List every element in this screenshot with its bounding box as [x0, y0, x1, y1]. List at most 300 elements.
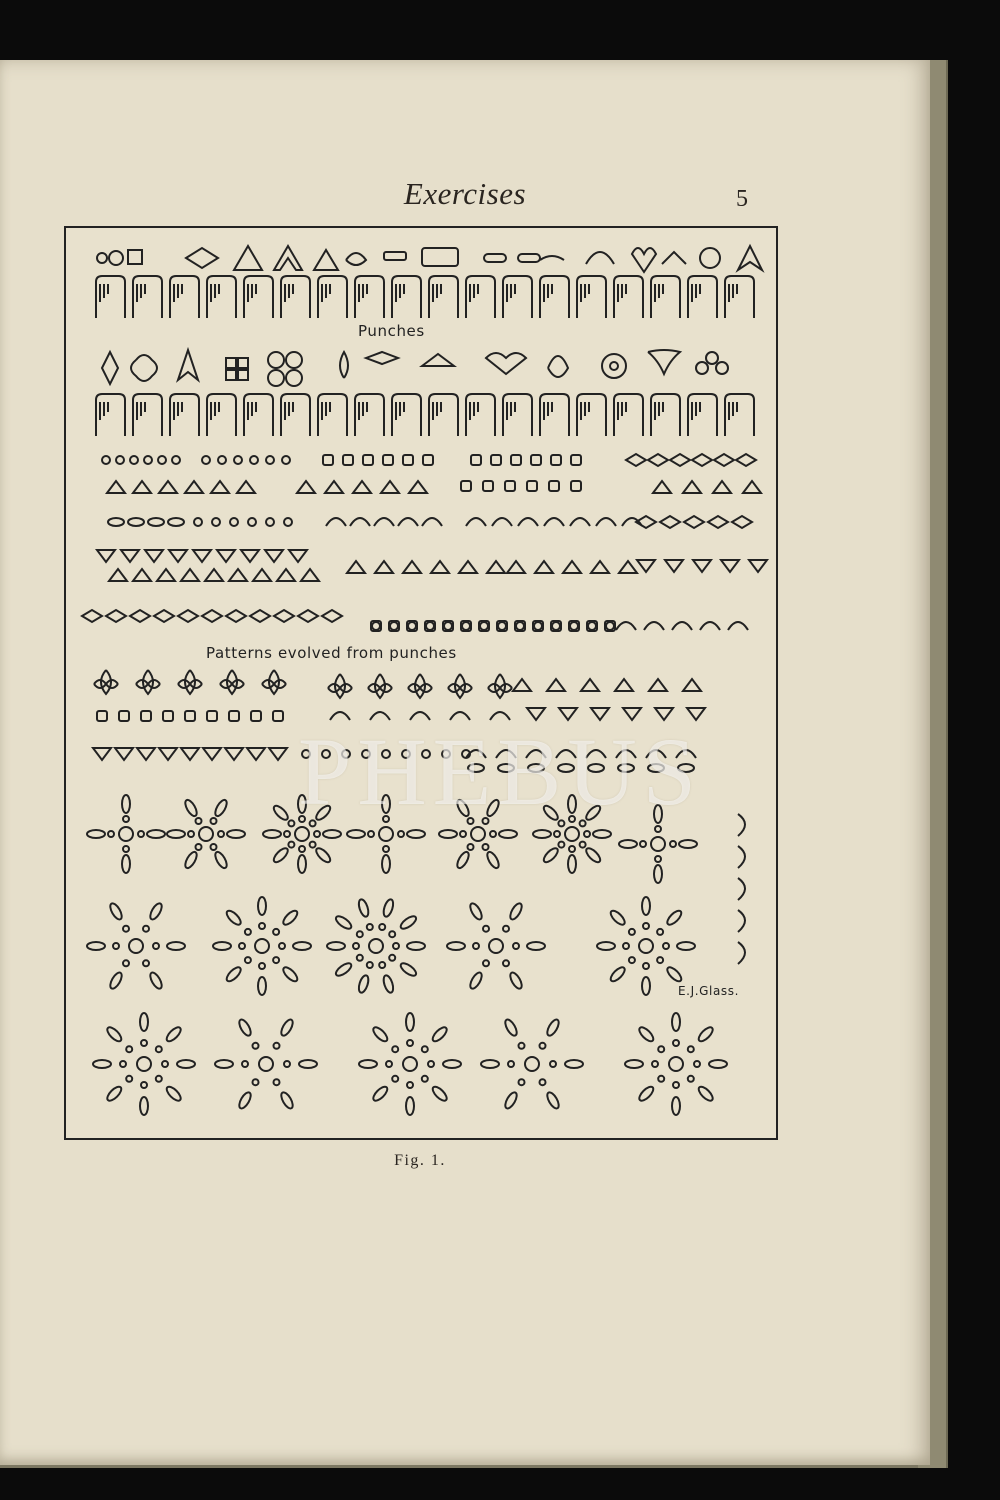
border-triangle	[205, 569, 223, 581]
border-dot	[534, 622, 542, 630]
rosette-dot	[141, 1040, 147, 1046]
rosette-dot	[422, 1046, 428, 1052]
rosette-petal	[108, 902, 124, 922]
border-inverted-triangle	[693, 560, 711, 572]
rosette-dot	[108, 831, 114, 837]
crescent-chain	[738, 846, 745, 868]
border-triangle	[563, 561, 581, 573]
pattern-fleur	[227, 670, 237, 694]
border-inverted-triangle	[721, 560, 739, 572]
punch-fleur	[548, 356, 568, 377]
rosette-center	[369, 939, 383, 953]
rosette-petal	[406, 1013, 414, 1031]
rosette-petal	[215, 1060, 233, 1068]
rosette-dot	[663, 943, 669, 949]
border-dot	[102, 456, 110, 464]
rosette-petal	[545, 1091, 561, 1111]
punch-heart	[632, 248, 656, 272]
border-dot	[130, 456, 138, 464]
rosette-petal	[213, 850, 229, 870]
border-square	[461, 481, 471, 491]
border-square	[527, 481, 537, 491]
rosette-petal	[148, 902, 164, 922]
punch-tulip	[648, 350, 680, 374]
punch-star	[366, 352, 398, 364]
border-dot	[250, 456, 258, 464]
rosette-petal	[443, 1060, 461, 1068]
rosette-petal	[468, 971, 484, 991]
rosette-dot	[120, 1061, 126, 1067]
rosette-dot	[468, 844, 474, 850]
rosette-petal	[87, 942, 105, 950]
border-diamond	[82, 610, 102, 622]
rosette-dot	[379, 924, 385, 930]
border-square	[363, 455, 373, 465]
rosette-petal	[108, 971, 124, 991]
rosette-petal	[167, 830, 185, 838]
rosette-petal	[165, 1025, 183, 1043]
rosette-dot	[253, 1043, 259, 1049]
rosette-dot	[655, 856, 661, 862]
border-square	[511, 455, 521, 465]
border-arch	[492, 518, 512, 526]
border-dot	[552, 622, 560, 630]
rosette-petal	[298, 855, 306, 873]
rosette-dot	[503, 960, 509, 966]
rosette-petal	[272, 846, 290, 864]
punch-square	[128, 250, 142, 264]
punch-diamond	[186, 248, 218, 268]
border-arch	[398, 518, 418, 526]
rosette-petal	[279, 1091, 295, 1111]
rosette-dot	[389, 931, 395, 937]
rosette-petal	[359, 1060, 377, 1068]
rosette-dot	[368, 831, 374, 837]
border-arch	[374, 518, 394, 526]
border-oval	[108, 518, 124, 526]
rosette-dot	[643, 923, 649, 929]
rosette-dot	[288, 842, 294, 848]
rosette-center	[119, 827, 133, 841]
border-triangle	[325, 481, 343, 493]
rosette-dot	[407, 1040, 413, 1046]
rosette-petal	[357, 974, 370, 994]
rosette-petal	[697, 1085, 715, 1103]
border-dot	[202, 456, 210, 464]
rosette-dot	[389, 955, 395, 961]
rosette-dot	[580, 842, 586, 848]
border-dot	[248, 518, 256, 526]
rosette-petal	[407, 830, 425, 838]
crescent-chain	[738, 910, 745, 932]
rosette-petal	[642, 897, 650, 915]
rosette-petal	[237, 1091, 253, 1111]
rosette-dot	[584, 831, 590, 837]
rosette-petal	[334, 914, 353, 931]
rosette-center	[137, 1057, 151, 1071]
border-triangle	[109, 569, 127, 581]
border-inverted-triangle	[749, 560, 767, 572]
rosette-center	[129, 939, 143, 953]
punch-arch	[586, 252, 614, 264]
rosette-dot	[123, 960, 129, 966]
punch-trefoil	[716, 362, 728, 374]
rosette-dot	[694, 1061, 700, 1067]
border-triangle	[431, 561, 449, 573]
rosette-center	[669, 1057, 683, 1071]
rosette-dot	[554, 831, 560, 837]
rosette-petal	[105, 1085, 123, 1103]
rosette-petal	[382, 855, 390, 873]
rosette-petal	[299, 1060, 317, 1068]
rosette-dot	[569, 846, 575, 852]
rosette-petal	[263, 830, 281, 838]
rosette-petal	[334, 961, 353, 978]
border-triangle	[649, 679, 667, 691]
border-dot	[172, 456, 180, 464]
border-arch	[596, 518, 616, 526]
border-triangle	[277, 569, 295, 581]
rosette-petal	[279, 1018, 295, 1038]
rosette-dot	[398, 831, 404, 837]
rosette-petal	[697, 1025, 715, 1043]
border-triangle	[375, 561, 393, 573]
rosette-petal	[382, 898, 395, 918]
rosette-petal	[293, 942, 311, 950]
border-triangle	[487, 561, 505, 573]
rosette-dot	[392, 1046, 398, 1052]
rosette-petal	[347, 830, 365, 838]
artist-signature: E.J.Glass.	[678, 984, 740, 998]
rosette-petal	[140, 1013, 148, 1031]
rosette-dot	[113, 943, 119, 949]
border-triangle	[237, 481, 255, 493]
border-diamond	[714, 454, 734, 466]
rosette-petal	[225, 965, 243, 983]
rosette-dot	[284, 831, 290, 837]
punch-trefoil	[706, 352, 718, 364]
border-diamond	[274, 610, 294, 622]
rosette-dot	[513, 943, 519, 949]
border-arch	[644, 622, 664, 630]
border-triangle	[159, 481, 177, 493]
border-diamond	[250, 610, 270, 622]
rosette-petal	[314, 846, 332, 864]
rosette-dot	[386, 1061, 392, 1067]
border-diamond	[736, 454, 756, 466]
rosette-dot	[284, 1061, 290, 1067]
border-oval	[148, 518, 164, 526]
border-diamond	[648, 454, 668, 466]
border-diamond	[298, 610, 318, 622]
border-dot	[284, 518, 292, 526]
rosette-petal	[357, 898, 370, 918]
rosette-dot	[688, 1076, 694, 1082]
rosette-center	[651, 837, 665, 851]
border-diamond	[708, 516, 728, 528]
rosette-petal	[227, 830, 245, 838]
rosette-petal	[177, 1060, 195, 1068]
punch-circle	[286, 352, 302, 368]
border-diamond	[692, 454, 712, 466]
rosette-petal	[597, 942, 615, 950]
border-arch	[570, 518, 590, 526]
rosette-dot	[239, 943, 245, 949]
punch-arrow	[738, 246, 762, 270]
rosette-dot	[314, 831, 320, 837]
border-dot	[230, 518, 238, 526]
border-inverted-triangle	[637, 560, 655, 572]
rosette-dot	[519, 1043, 525, 1049]
punch-circle	[268, 370, 284, 386]
border-inverted-triangle	[193, 550, 211, 562]
rosette-dot	[162, 1061, 168, 1067]
rosette-petal	[147, 830, 165, 838]
rosette-dot	[658, 1076, 664, 1082]
rosette-dot	[629, 929, 635, 935]
pattern-fleur	[495, 674, 505, 698]
rosette-petal	[609, 965, 627, 983]
border-triangle	[459, 561, 477, 573]
border-arch	[728, 622, 748, 630]
border-triangle	[653, 481, 671, 493]
rosette-dot	[353, 943, 359, 949]
rosette-dot	[392, 1076, 398, 1082]
rosette-petal	[213, 942, 231, 950]
rosette-center	[255, 939, 269, 953]
border-triangle	[507, 561, 525, 573]
punch-triangle	[422, 354, 454, 366]
border-dot	[212, 518, 220, 526]
rosette-petal	[183, 850, 199, 870]
rosette-petal	[371, 1085, 389, 1103]
rosette-dot	[643, 963, 649, 969]
rosette-dot	[143, 926, 149, 932]
punch-teardrop	[340, 352, 348, 378]
border-triangle	[403, 561, 421, 573]
watermark: PHEBUS	[297, 718, 703, 825]
pattern-fleur	[375, 674, 385, 698]
border-square	[403, 455, 413, 465]
border-triangle	[133, 481, 151, 493]
rosette-petal	[165, 1085, 183, 1103]
punch-ring	[602, 354, 626, 378]
rosette-dot	[688, 1046, 694, 1052]
rosette-center	[379, 827, 393, 841]
rosette-petal	[527, 942, 545, 950]
border-arch	[350, 518, 370, 526]
border-square	[471, 455, 481, 465]
border-diamond	[106, 610, 126, 622]
rosette-dot	[188, 831, 194, 837]
rosette-dot	[123, 846, 129, 852]
border-dot	[570, 622, 578, 630]
rosette-dot	[519, 1079, 525, 1085]
rosette-petal	[677, 942, 695, 950]
rosette-center	[639, 939, 653, 953]
rosette-dot	[156, 1076, 162, 1082]
rosette-dot	[508, 1061, 514, 1067]
rosette-petal	[281, 965, 299, 983]
border-triangle	[683, 679, 701, 691]
border-triangle	[513, 679, 531, 691]
rosette-dot	[460, 831, 466, 837]
punch-triangle	[314, 250, 338, 270]
rosette-petal	[148, 971, 164, 991]
border-dot	[282, 456, 290, 464]
label-punches: Punches	[358, 322, 425, 340]
figure-plate	[64, 226, 778, 1140]
border-triangle	[157, 569, 175, 581]
rosette-dot	[259, 963, 265, 969]
punch-circle	[109, 251, 123, 265]
rosette-petal	[431, 1085, 449, 1103]
pattern-fleur	[455, 674, 465, 698]
rosette-dot	[658, 1046, 664, 1052]
border-triangle	[547, 679, 565, 691]
rosette-dot	[379, 962, 385, 968]
rosette-dot	[245, 929, 251, 935]
border-diamond	[732, 516, 752, 528]
punch-chevron	[662, 252, 686, 264]
rosette-petal	[225, 909, 243, 927]
rosette-petal	[625, 1060, 643, 1068]
punch-spade	[178, 350, 198, 380]
page-number: 5	[736, 186, 748, 212]
border-dot	[144, 456, 152, 464]
border-inverted-triangle	[241, 550, 259, 562]
rosette-dot	[259, 923, 265, 929]
border-triangle	[211, 481, 229, 493]
border-triangle	[591, 561, 609, 573]
border-diamond	[178, 610, 198, 622]
border-square	[483, 481, 493, 491]
border-triangle	[381, 481, 399, 493]
border-inverted-triangle	[169, 550, 187, 562]
rosette-dot	[550, 1061, 556, 1067]
border-dot	[588, 622, 596, 630]
pattern-fleur	[185, 670, 195, 694]
rosette-petal	[258, 977, 266, 995]
rosette-petal	[481, 1060, 499, 1068]
rosette-petal	[665, 965, 683, 983]
rosette-dot	[153, 943, 159, 949]
border-triangle	[297, 481, 315, 493]
border-dot	[606, 622, 614, 630]
border-square	[531, 455, 541, 465]
punch-square	[226, 358, 236, 368]
rosette-petal	[642, 977, 650, 995]
border-dot	[116, 456, 124, 464]
border-arch	[518, 518, 538, 526]
rosette-center	[295, 827, 309, 841]
rosette-dot	[299, 846, 305, 852]
rosette-center	[471, 827, 485, 841]
rosette-petal	[281, 909, 299, 927]
rosette-petal	[542, 846, 560, 864]
border-triangle	[581, 679, 599, 691]
punch-arc	[540, 256, 564, 260]
border-triangle	[743, 481, 761, 493]
border-inverted-triangle	[665, 560, 683, 572]
rosette-dot	[279, 943, 285, 949]
rosette-petal	[593, 830, 611, 838]
pattern-fleur	[335, 674, 345, 698]
rosette-dot	[428, 1061, 434, 1067]
border-dot	[426, 622, 434, 630]
border-triangle	[229, 569, 247, 581]
rosette-petal	[468, 902, 484, 922]
rosette-petal	[122, 855, 130, 873]
border-diamond	[660, 516, 680, 528]
border-diamond	[202, 610, 222, 622]
rosette-dot	[126, 1076, 132, 1082]
border-dot	[266, 518, 274, 526]
rosette-dot	[558, 842, 564, 848]
rosette-dot	[143, 960, 149, 966]
rosette-center	[199, 827, 213, 841]
rosette-petal	[105, 1025, 123, 1043]
rosette-petal	[167, 942, 185, 950]
punch-trefoil	[346, 253, 366, 265]
punch-bar	[384, 252, 406, 260]
rosette-petal	[508, 971, 524, 991]
border-diamond	[154, 610, 174, 622]
rosette-dot	[490, 831, 496, 837]
rosette-center	[259, 1057, 273, 1071]
rosette-dot	[196, 844, 202, 850]
punch-bar	[484, 254, 506, 262]
rosette-dot	[273, 929, 279, 935]
punch-triangle	[234, 246, 262, 270]
border-arch	[616, 622, 636, 630]
rosette-petal	[407, 942, 425, 950]
border-triangle	[409, 481, 427, 493]
rosette-petal	[503, 1018, 519, 1038]
rosette-dot	[393, 943, 399, 949]
label-patterns: Patterns evolved from punches	[206, 644, 457, 662]
rosette-petal	[485, 850, 501, 870]
border-square	[323, 455, 333, 465]
rosette-petal	[237, 1018, 253, 1038]
border-inverted-triangle	[97, 550, 115, 562]
border-triangle	[107, 481, 125, 493]
rosette-center	[565, 827, 579, 841]
border-square	[491, 455, 501, 465]
rosette-petal	[455, 850, 471, 870]
rosette-petal	[499, 830, 517, 838]
rosette-petal	[399, 961, 418, 978]
rosette-dot	[383, 846, 389, 852]
border-square	[383, 455, 393, 465]
rosette-dot	[138, 831, 144, 837]
rosette-petal	[637, 1025, 655, 1043]
border-diamond	[626, 454, 646, 466]
border-arch	[700, 622, 720, 630]
rosette-petal	[258, 897, 266, 915]
pattern-fleur	[101, 670, 111, 694]
border-arch	[422, 518, 442, 526]
border-triangle	[301, 569, 319, 581]
rosette-dot	[273, 957, 279, 963]
border-oval	[168, 518, 184, 526]
punch-heart	[486, 353, 526, 374]
rosette-dot	[473, 943, 479, 949]
rosette-dot	[218, 831, 224, 837]
rosette-petal	[93, 1060, 111, 1068]
rosette-dot	[357, 955, 363, 961]
border-dot	[462, 622, 470, 630]
